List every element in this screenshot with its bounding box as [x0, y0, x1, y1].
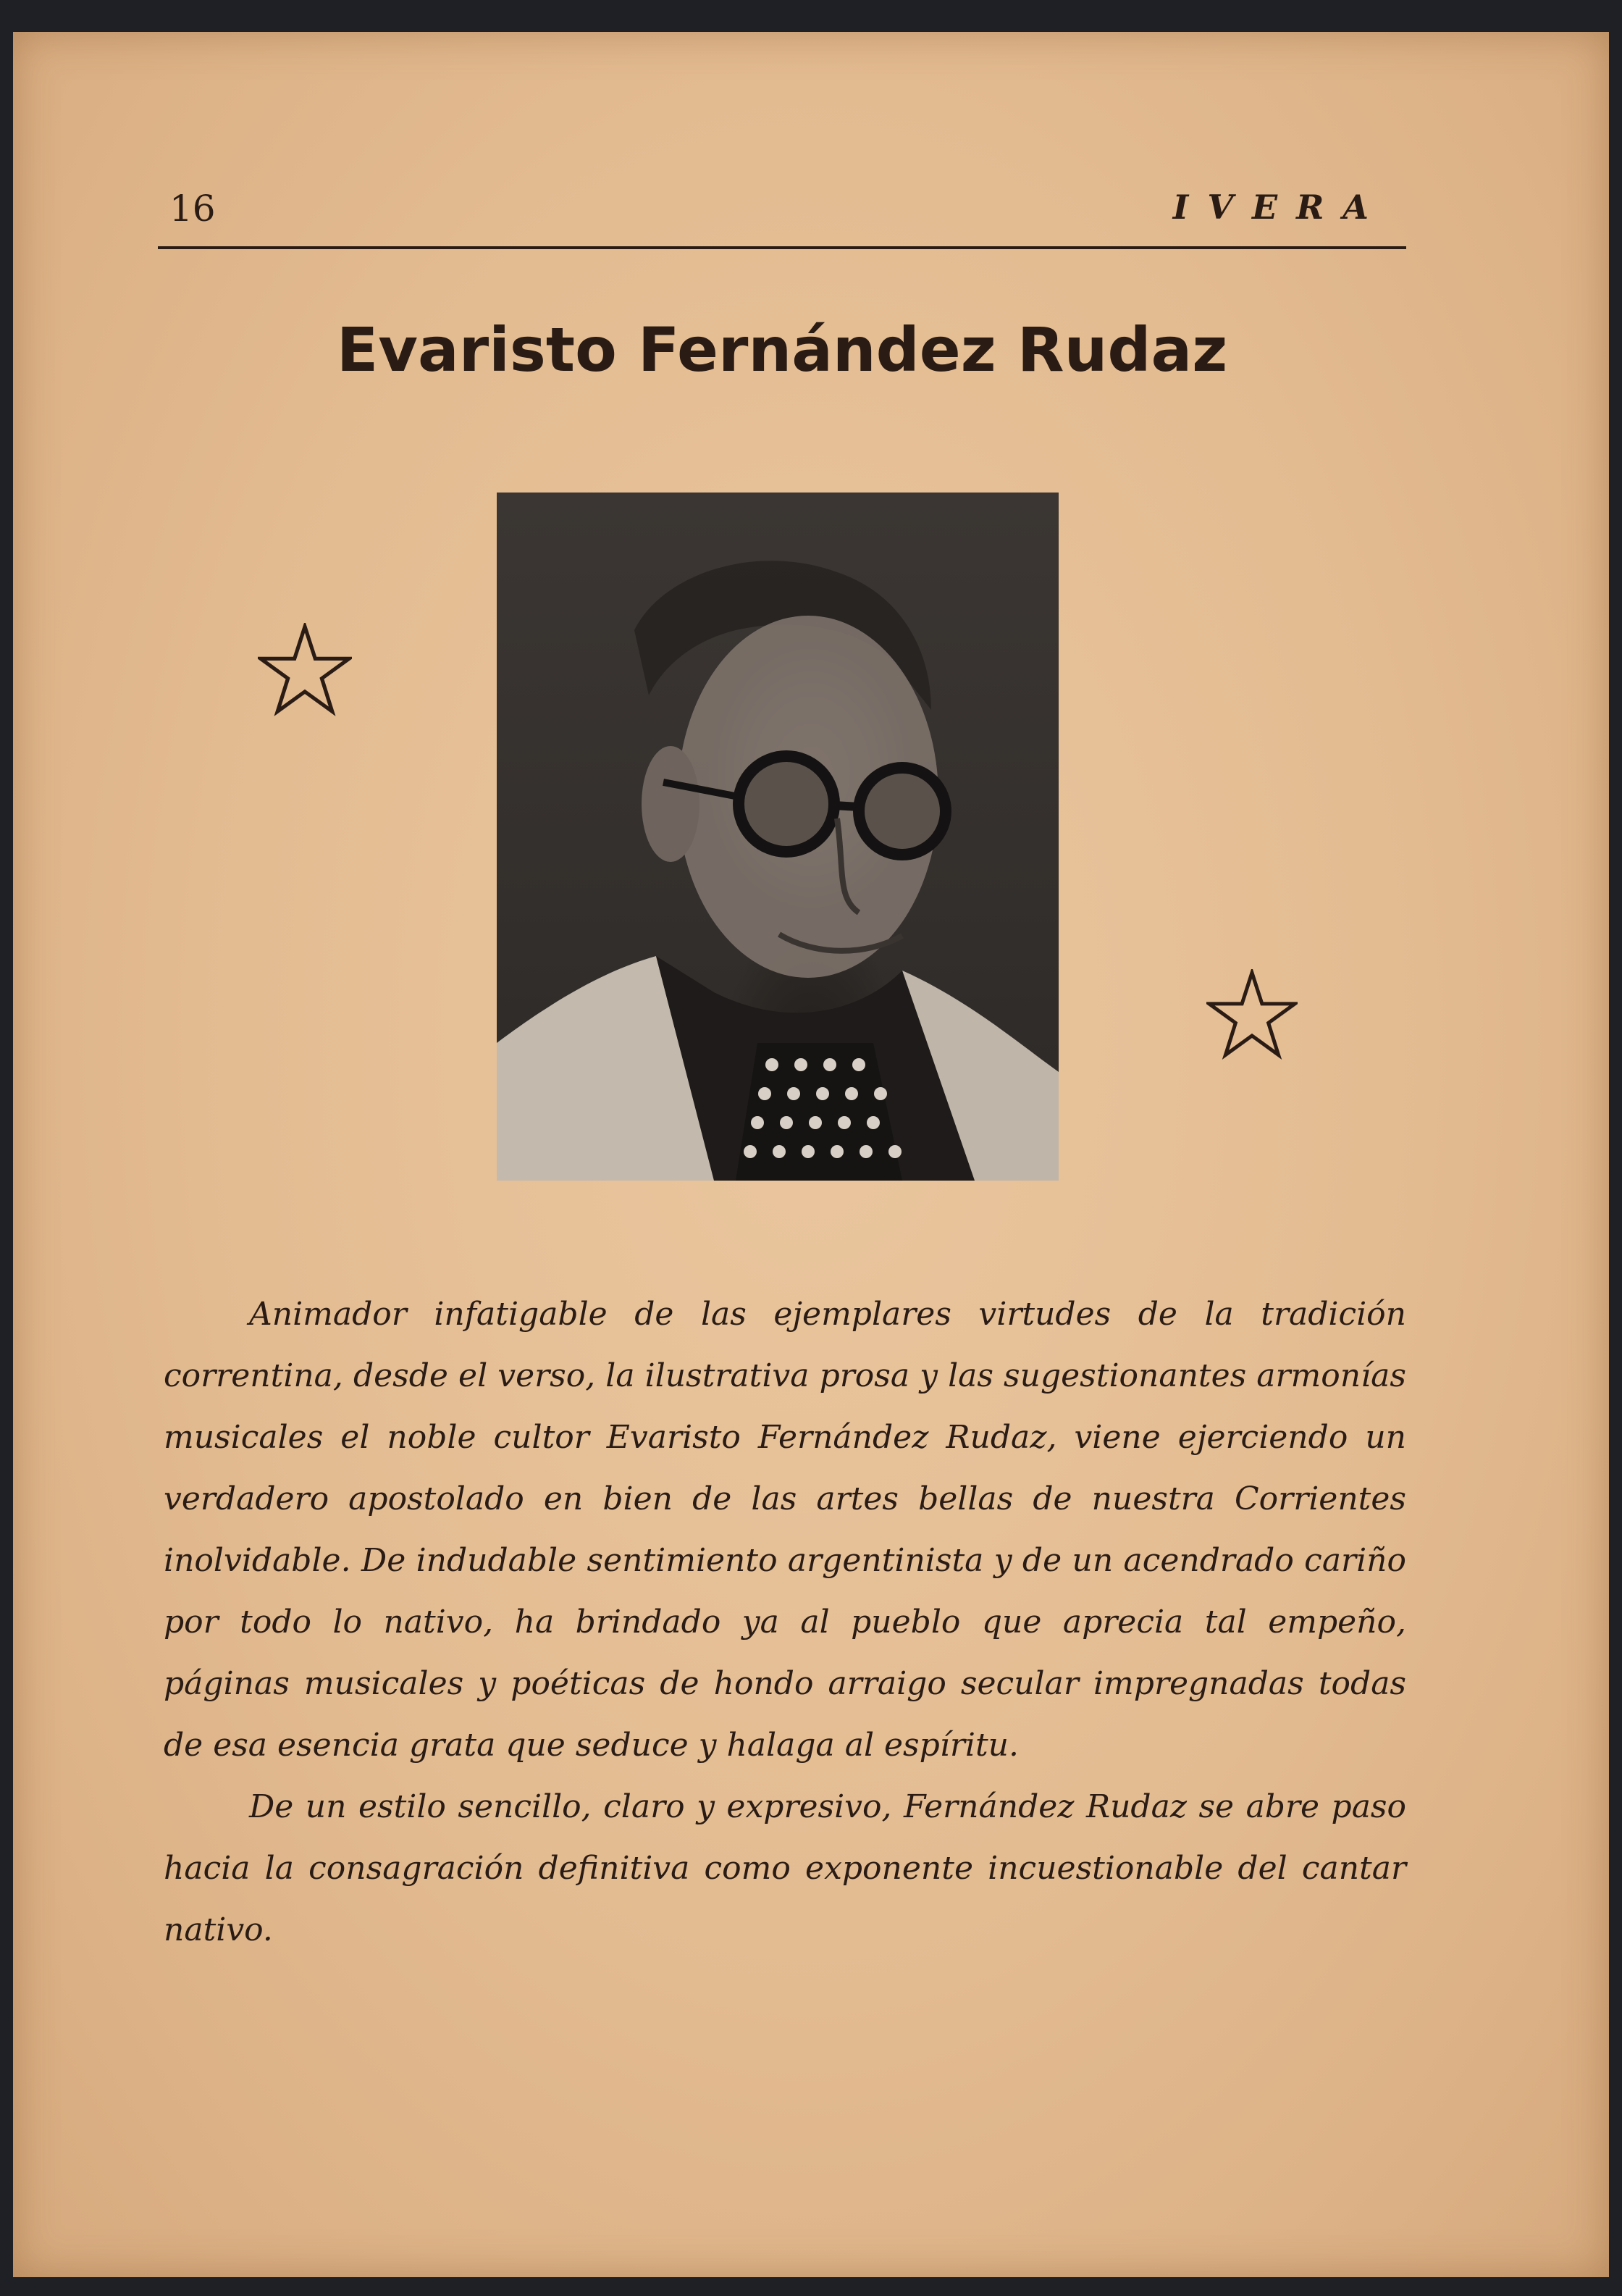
paragraph-1: Animador infatigable de las ejemplares virtudes de la tradición correntina, desde el verso, la ilustrativa prosa y las sugestionantes armonías musicales el noble cultor Evaristo Fernández Rudaz, viene ejerciendo un verdadero apostolado en bien de las artes bellas de nuestra Corrientes inolvidable. De indudable sentimiento argentinista y de un acendrado cariño por todo lo nativo, ha brindado ya al pueblo que aprecia tal empeño, páginas musicales y poéticas de hondo arraigo secular impregnadas todas de esa esencia grata que seduce y halaga al espíritu.: [164, 1296, 1406, 1764]
document-page: [13, 32, 1609, 2277]
article-title: Evaristo Fernández Rudaz: [336, 314, 1228, 385]
running-head: IVERA: [1172, 188, 1387, 227]
paragraph-2: De un estilo sencillo, claro y expresivo, Fernández Rudaz se abre paso hacia la consagración definitiva como exponente incuestionable del cantar nativo.: [164, 1788, 1406, 1948]
star-outline-icon: [1206, 969, 1298, 1064]
header-rule: [158, 246, 1406, 249]
star-outline-icon: [258, 623, 352, 721]
article-body: [164, 1283, 1406, 1961]
portrait-photo: [497, 493, 1059, 1181]
page-number: 16: [169, 188, 216, 230]
